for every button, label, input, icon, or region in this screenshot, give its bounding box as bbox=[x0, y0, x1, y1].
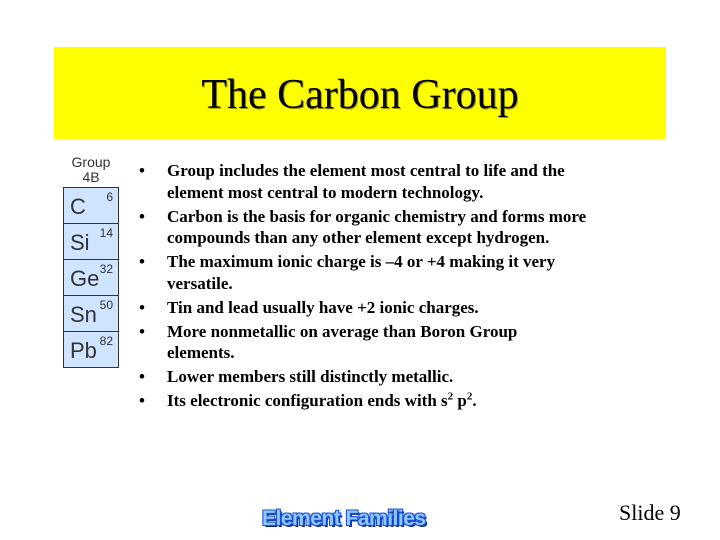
bullet-list bbox=[139, 160, 589, 414]
bullet-item-electron-config bbox=[139, 390, 589, 412]
bullet-text-prefix: Its electronic configuration ends with s bbox=[167, 391, 448, 410]
superscript: 2 bbox=[447, 390, 454, 403]
element-cells bbox=[63, 187, 119, 368]
element-symbol: Pb bbox=[70, 338, 97, 363]
bullet-text: Lower members still distinctly metallic. bbox=[167, 367, 454, 386]
bullet-marker: • bbox=[139, 391, 145, 410]
element-families-link[interactable]: Element Families bbox=[262, 507, 426, 530]
bullet-text: Tin and lead usually have +2 ionic charges. bbox=[167, 297, 479, 317]
bullet-text: More nonmetallic on average than Boron Group elements. bbox=[167, 321, 518, 362]
element-cell-lead bbox=[64, 331, 118, 367]
bullet-text-middle: p bbox=[453, 391, 467, 410]
bullet-marker: • bbox=[139, 321, 145, 341]
atomic-number: 50 bbox=[99, 298, 113, 312]
slide-title: The Carbon Group bbox=[201, 72, 519, 118]
element-symbol: Ge bbox=[70, 266, 100, 291]
bullet-marker: • bbox=[139, 206, 145, 226]
superscript: 2 bbox=[466, 390, 473, 403]
bullet-item bbox=[139, 297, 589, 319]
element-cell-germanium bbox=[64, 259, 118, 295]
bullet-item bbox=[139, 321, 589, 364]
element-symbol: Sn bbox=[70, 302, 97, 327]
element-symbol: C bbox=[70, 194, 86, 219]
bullet-marker: • bbox=[139, 367, 145, 386]
bullet-item bbox=[139, 366, 589, 388]
bullet-item bbox=[139, 206, 589, 249]
atomic-number: 82 bbox=[99, 334, 113, 348]
element-cell-silicon bbox=[64, 223, 118, 259]
bullet-text-suffix: . bbox=[472, 391, 477, 410]
bullet-item bbox=[139, 251, 589, 294]
title-band bbox=[54, 47, 666, 139]
group-heading-line2: 4B bbox=[82, 169, 100, 185]
bullet-text: The maximum ionic charge is –4 or +4 making it very versatile. bbox=[167, 252, 556, 293]
atomic-number: 6 bbox=[106, 190, 113, 204]
group-4b-column bbox=[63, 155, 119, 368]
group-heading-line1: Group bbox=[71, 154, 111, 170]
element-symbol: Si bbox=[70, 230, 90, 255]
element-cell-carbon bbox=[64, 188, 118, 223]
bullet-text: Carbon is the basis for organic chemistry and forms more compounds than any other element except hydrogen. bbox=[167, 206, 587, 247]
bullet-item bbox=[139, 160, 589, 203]
bullet-text: Group includes the element most central to life and the element most central to modern technology. bbox=[167, 161, 565, 202]
slide-number: Slide 9 bbox=[619, 500, 681, 525]
bullet-marker: • bbox=[139, 161, 145, 180]
bullet-marker: • bbox=[139, 297, 145, 317]
atomic-number: 14 bbox=[99, 226, 113, 240]
group-heading bbox=[63, 155, 119, 185]
atomic-number: 32 bbox=[99, 262, 113, 276]
element-cell-tin bbox=[64, 295, 118, 331]
bullet-marker: • bbox=[139, 252, 145, 271]
